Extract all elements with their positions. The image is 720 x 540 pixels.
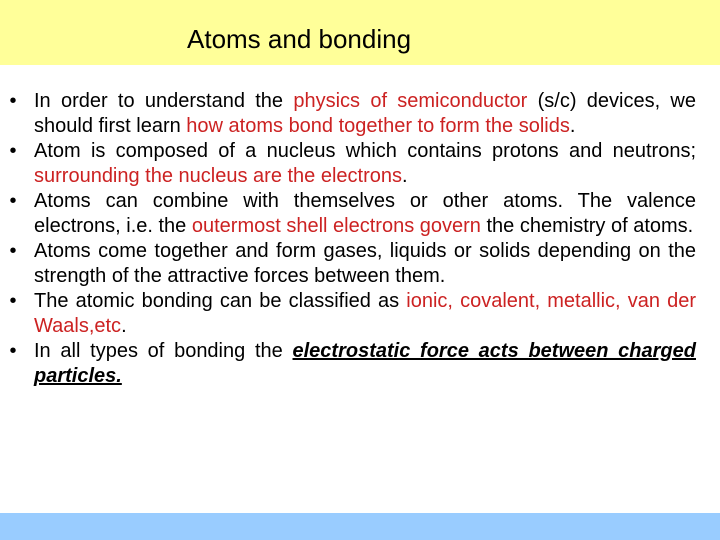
bullet-marker: • [9, 340, 17, 362]
bullet-text: . [569, 115, 576, 137]
bullet-text: . [402, 165, 408, 187]
bullet-text: In all types of bonding the [34, 340, 293, 362]
highlighted-text: ionic, covalent, metallic, van der Waals,etc [34, 290, 697, 337]
bullet-text: Atoms come together and form gases, liquids or solids depending on the strength of the attractive forces between them. [34, 240, 696, 287]
bullet-item-1 [0, 89, 720, 139]
bullet-list [0, 89, 720, 389]
bullet-item-5 [0, 289, 720, 339]
highlighted-text: outermost shell electrons govern [191, 215, 481, 237]
bullet-marker: • [9, 240, 17, 262]
bullet-marker: • [9, 290, 17, 312]
bullet-marker: • [9, 190, 17, 212]
bullet-item-2 [0, 139, 720, 189]
bullet-text: The atomic bonding can be classified as [34, 290, 407, 312]
highlighted-text: how atoms bond together to form the solids [186, 115, 570, 137]
footer-band [0, 513, 720, 540]
title-band [0, 0, 720, 65]
bullet-text: . [121, 315, 127, 337]
slide-title: Atoms and bonding [187, 24, 412, 54]
bullet-text: (s/c) devices, we should first learn [34, 90, 697, 137]
bullet-text: Atoms can combine with themselves or other atoms. The valence electrons, i.e. the [34, 190, 696, 237]
highlighted-text: surrounding the nucleus are the electrons [34, 165, 403, 187]
bullet-marker: • [9, 90, 17, 112]
bullet-text: Atom is composed of a nucleus which contains protons and neutrons; [34, 140, 696, 162]
bullet-text: the chemistry of atoms. [480, 215, 694, 237]
bullet-text: In order to understand the [34, 90, 294, 112]
highlighted-text: physics of semiconductor [293, 90, 528, 112]
bullet-marker: • [9, 140, 17, 162]
emphasized-text: electrostatic force acts between charged particles. [34, 340, 696, 387]
bullet-item-4 [0, 239, 720, 289]
bullet-item-6 [0, 339, 720, 389]
bullet-item-3 [0, 189, 720, 239]
